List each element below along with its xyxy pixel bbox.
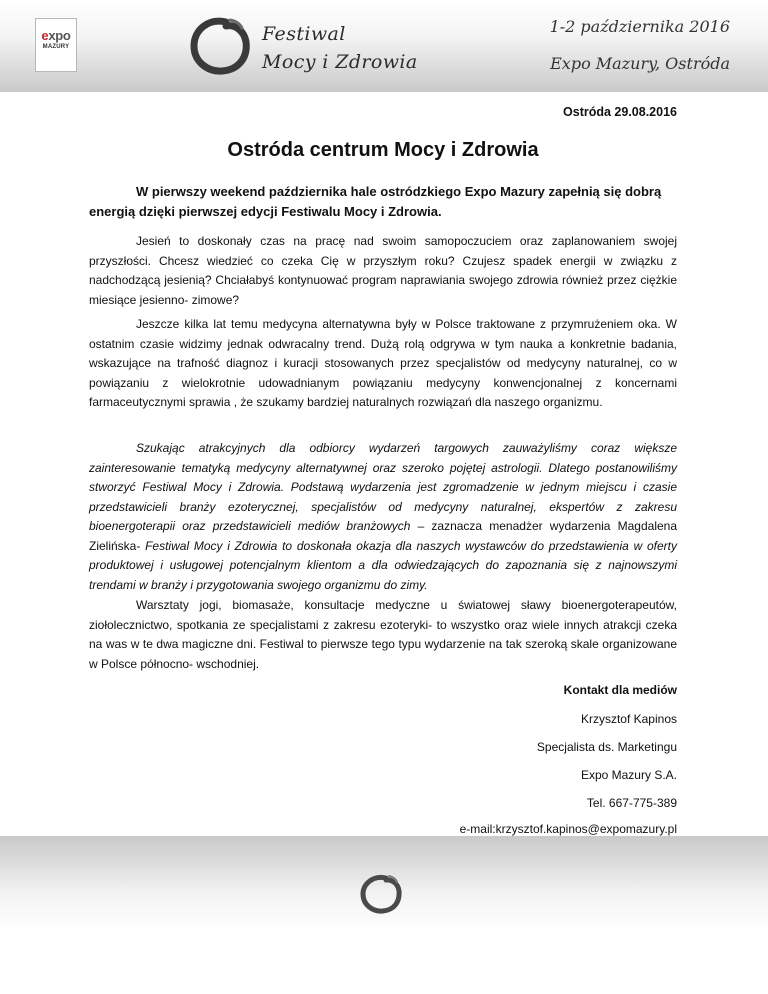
quote-part-a: Szukając atrakcyjnych dla odbiorcy wydarzeń targowych zauważyliśmy coraz większe zainteresowanie tematyką medycyny alternatywnej oraz szeroko pojętej astrologii. Dlatego postanowiliśmy stworzyć Festiwal Mocy i Zdrowia. Podstawą wydarzenia jest zgromadzenie w jednym miejscu i czasie przedstawicieli branży ezoterycznej, specjalistów od medycyny naturalnej, ekspertów z zakresu bioenergoterapii oraz przedstawicieli mediów branżowych	[89, 441, 677, 533]
paragraph-1-text: Jesień to doskonały czas na pracę nad swoim samopoczuciem oraz zaplanowaniem swojej przyszłości. Chcesz wiedzieć co czeka Cię w przyszłym roku? Czujesz spadek energii w związku z nadchodzącą jesienią? Chciałabyś kontynuować program naprawiania swojego zdrowia również przez ciężkie miesiące jesienno- zimowe?	[89, 234, 677, 307]
logo-wordmark-rest: xpo	[48, 28, 71, 43]
paragraph-1	[89, 232, 677, 310]
contact-email[interactable]: e-mail:krzysztof.kapinos@expomazury.pl	[459, 822, 677, 836]
quote-part-b: Festiwal Mocy i Zdrowia to doskonała okazja dla naszych wystawców do przedstawienia w oferty produktowej i usługowej potencjalnym klientom a dla odwiedzających do zapoznania się z najnowszymi trendami w branży i przygotowania swojego organizmu do zimy.	[89, 538, 677, 592]
document-title: Ostróda centrum Mocy i Zdrowia	[227, 139, 539, 161]
lead-paragraph	[89, 182, 677, 222]
logo-wordmark	[36, 28, 76, 43]
contact-heading: Kontakt dla mediów	[563, 683, 677, 697]
expo-mazury-logo	[35, 18, 77, 72]
paragraph-2	[89, 315, 677, 413]
festival-title-line2: Mocy i Zdrowia	[262, 51, 418, 73]
logo-subtitle: MAZURY	[42, 44, 70, 50]
lead-text: W pierwszy weekend października hale ostródzkiego Expo Mazury zapełnią się dobrą energią dzięki pierwszej edycji Festiwalu Mocy i Zdrowia.	[89, 184, 662, 219]
paragraph-4	[89, 596, 677, 674]
festival-swirl-icon	[186, 14, 256, 78]
event-place: Expo Mazury, Ostróda	[550, 54, 730, 73]
festival-title-line1: Festiwal	[262, 23, 346, 45]
festival-title	[262, 20, 418, 76]
contact-name: Krzysztof Kapinos	[580, 712, 677, 726]
logo-wordmark-first-letter: e	[41, 28, 49, 43]
quote-attribution: – zaznacza menadżer wydarzenia Magdalena Zielińska-	[89, 519, 678, 553]
contact-position: Specjalista ds. Marketingu	[536, 740, 677, 754]
paragraph-3-quote	[89, 439, 677, 595]
paragraph-4-text: Warsztaty jogi, biomasaże, konsultacje medyczne u światowej sławy bioenergoterapeutów, ziołolecznictwo, spotkania ze specjalistami z zakresu ezoteryki- to wszystko oraz wiele innych atrakcji czeka na was w te dwa magiczne dni. Festiwal to pierwsze tego typu wydarzenie na tak szeroką skale organizowane w Polsce północno- wschodniej.	[89, 598, 677, 671]
paragraph-2-text: Jeszcze kilka lat temu medycyna alternatywna były w Polsce traktowane z przymrużeniem oka. W ostatnim czasie widzimy jednak odwracalny trend. Dużą rolą odgrywa w tym nauka a konkretnie badania, wskazujące na trafność diagnoz i kuracji stosowanych przez specjalistów od medycyny naturalnej, co w powiązaniu z wielokrotnie udowadnianym powiązaniu medycyny konwencjonalnej z koncernami farmaceutycznymi sprawia , że szukamy bardziej naturalnych rozwiązań dla naszego organizmu.	[89, 317, 677, 409]
footer-swirl-icon	[358, 872, 406, 916]
event-date: 1-2 października 2016	[549, 17, 730, 36]
contact-company: Expo Mazury S.A.	[580, 768, 677, 782]
contact-phone: Tel. 667-775-389	[586, 796, 677, 810]
dateline: Ostróda 29.08.2016	[563, 105, 677, 119]
